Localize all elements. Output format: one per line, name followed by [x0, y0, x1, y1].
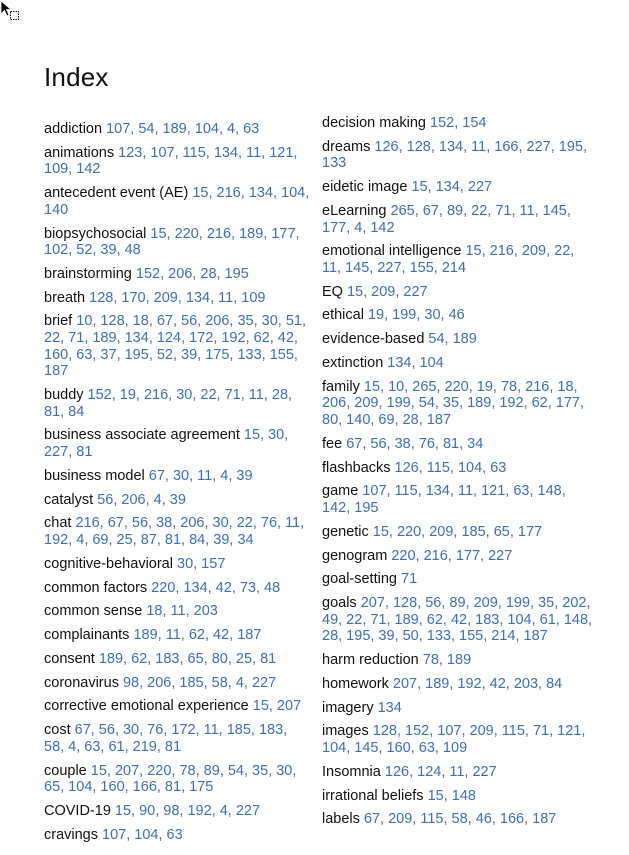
index-entry — [322, 115, 597, 132]
index-entry — [322, 203, 597, 236]
page-links[interactable]: 15, 90, 98, 192, 4, 227 — [114, 802, 261, 819]
index-term: antecedent event (AE) — [44, 185, 189, 202]
index-term: genetic — [322, 523, 369, 540]
index-entry — [44, 266, 310, 283]
index-entry — [322, 379, 597, 429]
page-links[interactable]: 107, 54, 189, 104, 4, 63 — [106, 121, 260, 137]
index-term: fee — [322, 435, 343, 452]
index-entry — [322, 355, 597, 372]
index-term: labels — [322, 811, 360, 828]
index-entry — [44, 515, 310, 548]
page-links[interactable]: 15, 220, 216, 189, 177, 102, 52, 39, 48 — [44, 225, 300, 259]
index-term: genogram — [322, 547, 388, 564]
index-term: couple — [44, 762, 87, 779]
index-term: biopsychosocial — [44, 225, 147, 242]
page-links[interactable]: 15, 148 — [427, 787, 476, 804]
page-links[interactable]: 67, 209, 115, 58, 46, 166, 187 — [363, 811, 557, 828]
index-term: evidence-based — [322, 331, 425, 348]
index-entry — [322, 460, 597, 477]
page-links[interactable]: 216, 67, 56, 38, 206, 30, 22, 76, 11, 192, 4, 69, 25, 87, 81, 84, 39, 34 — [44, 515, 305, 548]
page-links[interactable]: 207, 128, 56, 89, 209, 199, 35, 202, 49, 22, 71, 189, 62, 42, 183, 104, 61, 148, 28, 195, 39, 50, 133, 155, 214, 187 — [322, 595, 593, 645]
index-term: flashbacks — [322, 459, 391, 476]
index-entry — [44, 651, 310, 668]
index-term: COVID-19 — [44, 802, 111, 819]
index-entry — [44, 556, 310, 573]
index-term: animations — [44, 144, 115, 161]
index-term: game — [322, 483, 359, 500]
page-links[interactable]: 265, 67, 89, 22, 71, 11, 145, 177, 4, 142 — [322, 202, 571, 236]
page-links[interactable]: 15, 216, 134, 104, 140 — [44, 185, 310, 218]
page-links[interactable]: 152, 19, 216, 30, 22, 71, 11, 28, 81, 84 — [44, 387, 293, 420]
page-links[interactable]: 15, 207, 220, 78, 89, 54, 35, 30, 65, 104, 160, 166, 81, 175 — [44, 762, 297, 796]
index-entry — [44, 226, 310, 259]
index-entry — [322, 676, 597, 693]
index-entry — [322, 700, 597, 717]
page-links[interactable]: 54, 189 — [428, 331, 477, 348]
index-entry — [322, 483, 597, 516]
index-entry — [322, 284, 597, 301]
index-entry — [44, 827, 310, 844]
index-entry — [44, 722, 310, 755]
index-column-left — [44, 121, 310, 851]
index-entry — [322, 548, 597, 565]
index-term: dreams — [322, 138, 371, 155]
page-links[interactable]: 30, 157 — [177, 555, 226, 572]
index-entry — [44, 313, 310, 379]
index-term: images — [322, 723, 369, 740]
page-links[interactable]: 107, 115, 134, 11, 121, 63, 148, 142, 195 — [322, 483, 566, 516]
page-links[interactable]: 56, 206, 4, 39 — [97, 491, 186, 508]
index-entry — [322, 524, 597, 541]
index-entry — [44, 603, 310, 620]
index-term: chat — [44, 515, 72, 532]
index-term: brainstorming — [44, 265, 132, 282]
index-entry — [322, 243, 597, 276]
page-links[interactable]: 220, 216, 177, 227 — [391, 547, 513, 564]
index-column-right — [322, 115, 597, 835]
page-links[interactable]: 15, 216, 209, 22, 11, 145, 227, 155, 214 — [322, 243, 575, 276]
index-term: EQ — [322, 283, 343, 300]
index-entry — [44, 763, 310, 796]
page-links[interactable]: 10, 128, 18, 67, 56, 206, 35, 30, 51, 22, 71, 189, 134, 124, 172, 192, 62, 42, 160, 63, 37, 195, 52, 39, 175, 133, 155, 187 — [44, 313, 307, 380]
index-term: coronavirus — [44, 674, 119, 691]
index-term: cognitive-behavioral — [44, 555, 173, 572]
page-links[interactable]: 189, 11, 62, 42, 187 — [133, 627, 262, 644]
index-term: catalyst — [44, 491, 94, 508]
index-term: goal-setting — [322, 571, 397, 588]
index-entry — [322, 811, 597, 828]
index-term: brief — [44, 313, 73, 330]
index-term: corrective emotional experience — [44, 698, 249, 715]
page-links[interactable]: 19, 199, 30, 46 — [367, 307, 465, 324]
page-links[interactable]: 152, 206, 28, 195 — [135, 265, 249, 282]
index-entry — [44, 803, 310, 820]
index-term: family — [322, 378, 360, 395]
index-term: eLearning — [322, 202, 387, 219]
index-term: common sense — [44, 603, 143, 620]
index-term: cost — [44, 722, 71, 739]
page-links[interactable]: 78, 189 — [422, 652, 472, 669]
index-entry — [322, 723, 597, 756]
index-entry — [322, 652, 597, 669]
index-entry — [322, 179, 597, 196]
index-term: consent — [44, 650, 95, 667]
page-links[interactable]: 123, 107, 115, 134, 11, 121, 109, 142 — [44, 144, 298, 178]
index-entry — [322, 788, 597, 805]
page-links[interactable]: 67, 30, 11, 4, 39 — [148, 467, 253, 484]
index-term: extinction — [322, 355, 384, 372]
index-term: breath — [44, 289, 86, 306]
index-entry — [44, 698, 310, 715]
index-entry — [322, 139, 597, 172]
page-links[interactable]: 67, 56, 38, 76, 81, 34 — [346, 435, 484, 452]
page-title: Index — [44, 62, 109, 92]
index-entry — [44, 675, 310, 692]
index-entry — [44, 492, 310, 509]
page-links[interactable]: 220, 134, 42, 73, 48 — [151, 579, 281, 596]
index-entry — [44, 185, 310, 218]
index-entry — [44, 145, 310, 178]
index-term: eidetic image — [322, 179, 408, 196]
index-entry — [322, 436, 597, 453]
index-term: addiction — [44, 121, 103, 137]
page-links[interactable]: 207, 189, 192, 42, 203, 84 — [392, 675, 563, 692]
index-entry — [322, 307, 597, 324]
page-links[interactable]: 15, 207 — [252, 698, 302, 715]
index-term: homework — [322, 675, 389, 692]
index-term: complainants — [44, 627, 130, 644]
page-links[interactable]: 189, 62, 183, 65, 80, 25, 81 — [98, 650, 277, 667]
page-links[interactable]: 126, 124, 11, 227 — [384, 763, 497, 780]
page-links[interactable]: 126, 115, 104, 63 — [394, 459, 507, 476]
page-links[interactable]: 134 — [377, 699, 402, 716]
page-links[interactable]: 15, 220, 209, 185, 65, 177 — [372, 523, 543, 540]
index-term: imagery — [322, 699, 374, 716]
index-entry — [44, 387, 310, 420]
page-links[interactable]: 18, 11, 203 — [146, 603, 218, 620]
index-term: business model — [44, 467, 145, 484]
index-term: business associate agreement — [44, 427, 240, 444]
page-links[interactable]: 67, 56, 30, 76, 172, 11, 185, 183, 58, 4, 63, 61, 219, 81 — [44, 722, 288, 755]
index-term: decision making — [322, 115, 426, 131]
index-entry — [44, 468, 310, 485]
index-term: emotional intelligence — [322, 243, 462, 260]
page-links[interactable]: 128, 152, 107, 209, 115, 71, 121, 104, 145, 160, 63, 109 — [322, 723, 586, 756]
page-links[interactable]: 15, 209, 227 — [346, 283, 428, 300]
index-term: harm reduction — [322, 652, 419, 669]
page-links[interactable]: 15, 134, 227 — [411, 179, 493, 196]
page-links[interactable]: 71 — [401, 571, 418, 588]
page-links[interactable]: 128, 170, 209, 134, 11, 109 — [89, 289, 266, 306]
page-links[interactable]: 15, 30, 227, 81 — [44, 427, 289, 460]
mouse-pointer-icon — [0, 0, 24, 24]
index-entry — [322, 571, 597, 588]
index-entry — [44, 580, 310, 597]
index-term: irrational beliefs — [322, 787, 424, 804]
page-links[interactable]: 15, 10, 265, 220, 19, 78, 216, 18, 206, 209, 199, 54, 35, 189, 192, 62, 177, 80, 140, 69, 28, 187 — [322, 378, 585, 428]
index-term: cravings — [44, 826, 98, 843]
index-entry — [322, 764, 597, 781]
index-entry — [44, 427, 310, 460]
index-term: buddy — [44, 387, 84, 404]
page-links[interactable]: 126, 128, 134, 11, 166, 227, 195, 133 — [322, 138, 587, 172]
index-entry — [322, 331, 597, 348]
index-term: common factors — [44, 579, 148, 596]
index-entry — [322, 595, 597, 645]
page-links[interactable]: 152, 154 — [430, 115, 487, 131]
index-term: ethical — [322, 307, 364, 324]
page-links[interactable]: 98, 206, 185, 58, 4, 227 — [122, 674, 277, 691]
index-term: goals — [322, 595, 357, 612]
index-term: Insomnia — [322, 763, 381, 780]
page-links[interactable]: 134, 104 — [387, 355, 444, 372]
index-entry — [44, 290, 310, 307]
index-entry — [44, 121, 310, 138]
index-entry — [44, 627, 310, 644]
page-links[interactable]: 107, 104, 63 — [102, 826, 183, 843]
